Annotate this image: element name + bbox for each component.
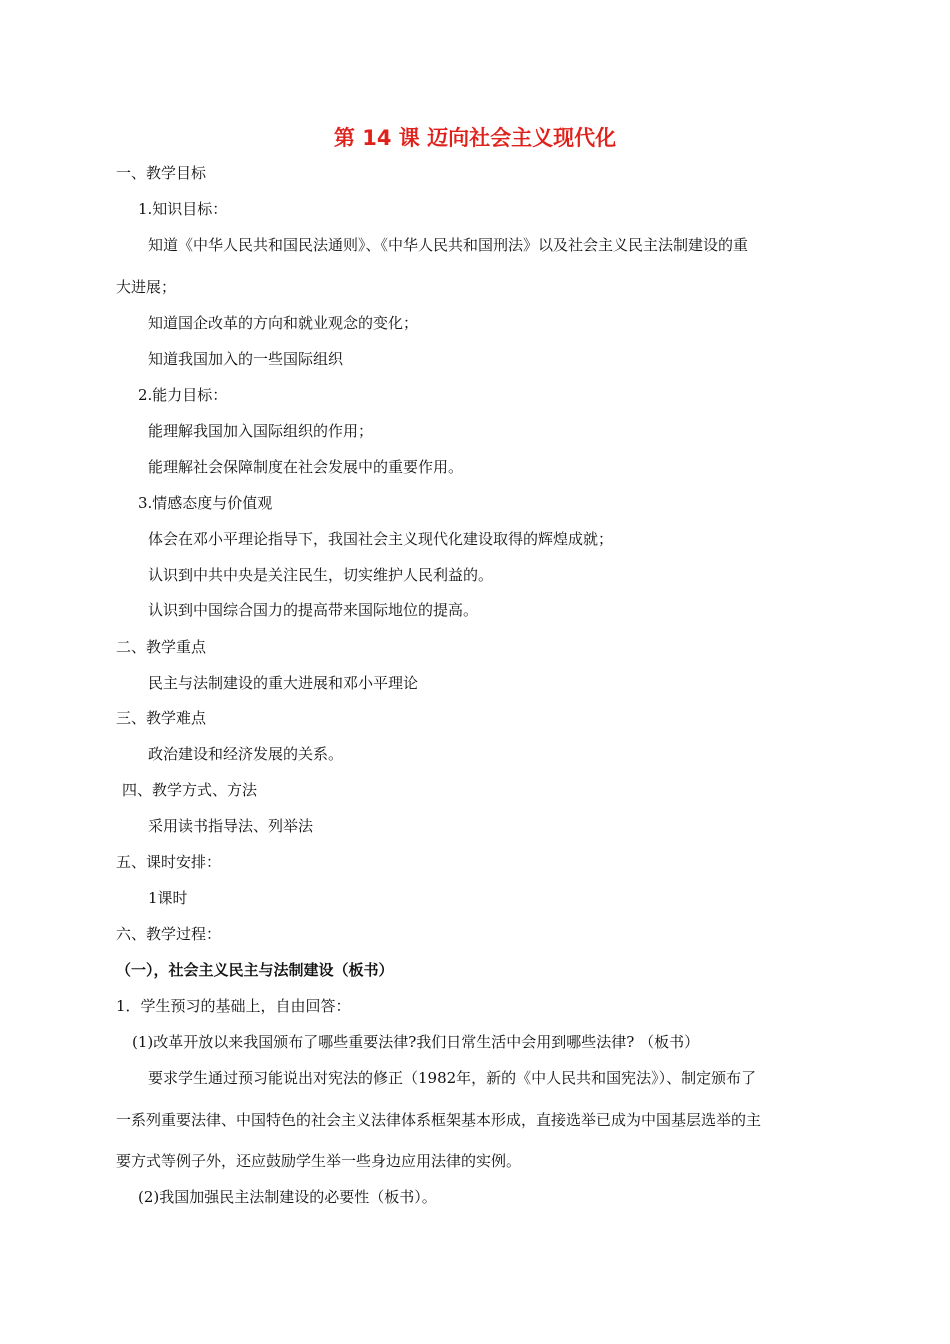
subheading-ability: 2.能力目标：: [138, 386, 228, 404]
paragraph-line: 1．学生预习的基础上，自由回答：: [116, 997, 351, 1015]
paragraph-line: 认识到中国综合国力的提高带来国际地位的提高。: [148, 601, 479, 619]
paragraph-line: 体会在邓小平理论指导下，我国社会主义现代化建设取得的辉煌成就；: [148, 530, 614, 548]
paragraph-line: 能理解社会保障制度在社会发展中的重要作用。: [148, 458, 464, 476]
section-heading-difficulties: 三、教学难点: [116, 709, 207, 727]
paragraph-line: 知道《中华人民共和国民法通则》、《中华人民共和国刑法》以及社会主义民主法制建设的重: [148, 236, 749, 254]
paragraph-line: 一系列重要法律、中国特色的社会主义法律体系框架基本形成，直接选举已成为中国基层选举的主: [116, 1111, 762, 1129]
section-heading-schedule: 五、课时安排：: [116, 853, 222, 871]
paragraph-line: 认识到中共中央是关注民生，切实维护人民利益的。: [148, 566, 494, 584]
subheading-values: 3.情感态度与价值观: [138, 494, 273, 512]
paragraph-line: 要方式等例子外，还应鼓励学生举一些身边应用法律的实例。: [116, 1152, 522, 1170]
paragraph-line: 政治建设和经济发展的关系。: [148, 745, 344, 763]
section-heading-process: 六、教学过程：: [116, 925, 222, 943]
paragraph-line: 大进展；: [116, 278, 177, 296]
page-title: 第 14 课 迈向社会主义现代化: [333, 126, 617, 150]
section-heading-methods: 四、教学方式、方法: [122, 781, 258, 799]
paragraph-line: 采用读书指导法、列举法: [148, 817, 314, 835]
subsection-heading: （一），社会主义民主与法制建设（板书）: [116, 961, 394, 979]
section-heading-key-points: 二、教学重点: [116, 638, 207, 656]
paragraph-line: 能理解我国加入国际组织的作用；: [148, 422, 374, 440]
paragraph-line: 要求学生通过预习能说出对宪法的修正（1982年，新的《中人民共和国宪法》）、制定颁布了: [148, 1069, 757, 1087]
paragraph-line: 知道国企改革的方向和就业观念的变化；: [148, 314, 419, 332]
paragraph-line: 民主与法制建设的重大进展和邓小平理论: [148, 674, 419, 692]
question-line: (2)我国加强民主法制建设的必要性（板书）。: [138, 1188, 437, 1206]
subheading-knowledge: 1.知识目标：: [138, 200, 228, 218]
question-line: (1)改革开放以来我国颁布了哪些重要法律?我们日常生活中会用到哪些法律? （板书）: [132, 1033, 700, 1051]
paragraph-line: 1课时: [148, 889, 188, 907]
paragraph-line: 知道我国加入的一些国际组织: [148, 350, 344, 368]
section-heading-objectives: 一、教学目标: [116, 164, 207, 182]
